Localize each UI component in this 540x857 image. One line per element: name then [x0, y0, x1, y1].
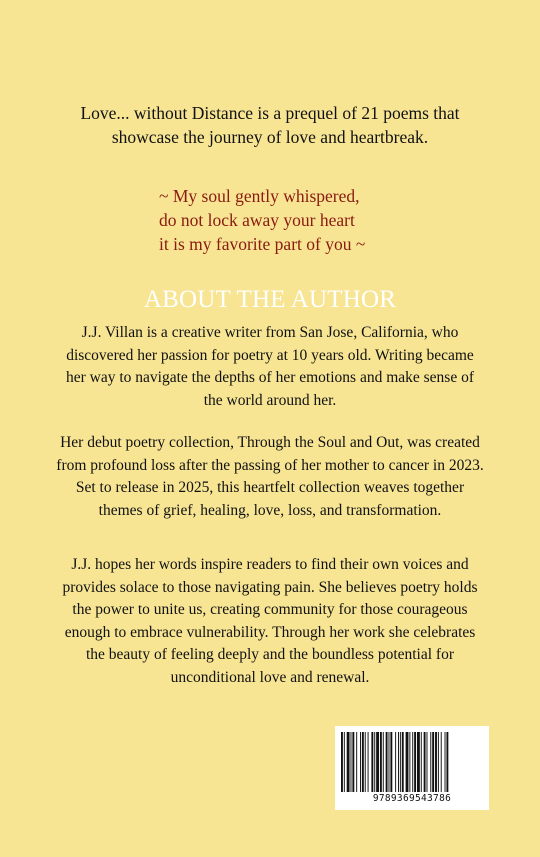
poem-quote	[159, 184, 365, 256]
blurb-line: showcase the journey of love and heartbreak.	[111, 127, 429, 147]
barcode-bars-icon	[341, 732, 483, 792]
isbn-barcode	[335, 726, 489, 810]
author-bio-paragraph: Her debut poetry collection, Through the Soul and Out, was created from profound loss after the passing of her mother to cancer in 2023. Set to release in 2025, this heartfelt collection weaves together themes of grief, healing, love, loss, and transformation.	[56, 434, 484, 519]
author-bio-paragraph: J.J. hopes her words inspire readers to find their own voices and provides solace to those navigating pain. She believes poetry holds the power to unite us, creating community for those courageous enough to embrace vulnerability. Through her work she celebrates the beauty of feeling deeply and the boundless potential for unconditional love and renewal.	[62, 556, 478, 686]
quote-line: it is my favorite part of you ~	[159, 234, 366, 254]
blurb-line: Love... without Distance is a prequel of 21 poems that	[80, 103, 460, 123]
book-blurb	[40, 101, 500, 149]
author-bio-paragraph: J.J. Villan is a creative writer from San Jose, California, who discovered her passion for poetry at 10 years old. Writing became her way to navigate the depths of her emotions and make sense of the world around her.	[65, 324, 475, 409]
about-author-heading: ABOUT THE AUTHOR	[143, 286, 397, 313]
quote-line: ~ My soul gently whispered,	[159, 186, 360, 206]
quote-line: do not lock away your heart	[159, 210, 355, 230]
isbn-number: 9789369543786	[372, 793, 452, 804]
